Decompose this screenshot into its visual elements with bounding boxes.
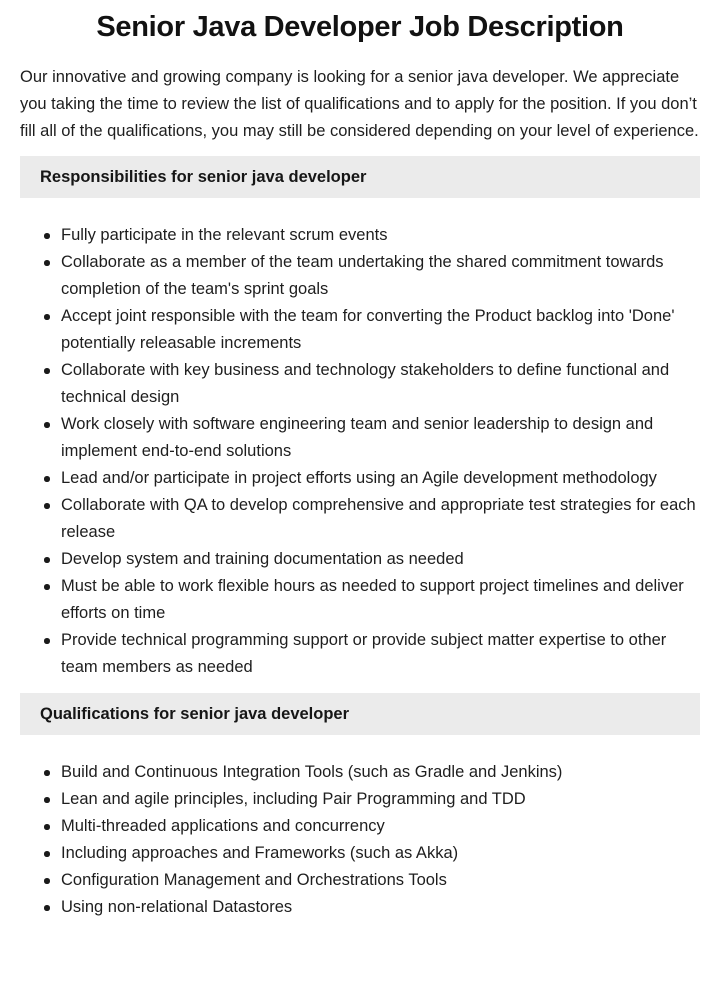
list-item: Lead and/or participate in project efforts using an Agile development methodology [61,465,700,492]
page-title: Senior Java Developer Job Description [96,11,624,43]
qualifications-section [20,693,700,921]
list-item: Including approaches and Frameworks (such as Akka) [61,840,700,867]
list-item: Collaborate with QA to develop comprehensive and appropriate test strategies for each release [61,492,700,546]
list-item: Multi-threaded applications and concurrency [61,813,700,840]
list-item: Must be able to work flexible hours as needed to support project timelines and deliver efforts on time [61,573,700,627]
list-item: Fully participate in the relevant scrum events [61,222,700,249]
list-item: Lean and agile principles, including Pair Programming and TDD [61,786,700,813]
responsibilities-section-header [20,156,700,198]
list-item: Using non-relational Datastores [61,894,700,921]
list-item: Collaborate with key business and technology stakeholders to define functional and technical design [61,357,700,411]
list-item: Configuration Management and Orchestrations Tools [61,867,700,894]
list-item: Develop system and training documentation as needed [61,546,700,573]
qualifications-section-header [20,693,700,735]
intro-paragraph: Our innovative and growing company is looking for a senior java developer. We appreciate you taking the time to review the list of qualifications and to apply for the position. If you don’t fill all of the qualifications, you may still be considered depending on your level of experience. [20,68,699,140]
qualifications-heading-label: Qualifications for senior java developer [40,705,350,723]
list-item: Accept joint responsible with the team for converting the Product backlog into 'Done' potentially releasable increments [61,303,700,357]
responsibilities-list [20,222,700,681]
list-item: Work closely with software engineering team and senior leadership to design and implement end-to-end solutions [61,411,700,465]
responsibilities-heading-label: Responsibilities for senior java developer [40,168,367,186]
responsibilities-section [20,156,700,681]
qualifications-list [20,759,700,921]
list-item: Collaborate as a member of the team undertaking the shared commitment towards completion of the team's sprint goals [61,249,700,303]
list-item: Provide technical programming support or provide subject matter expertise to other team members as needed [61,627,700,681]
list-item: Build and Continuous Integration Tools (such as Gradle and Jenkins) [61,759,700,786]
